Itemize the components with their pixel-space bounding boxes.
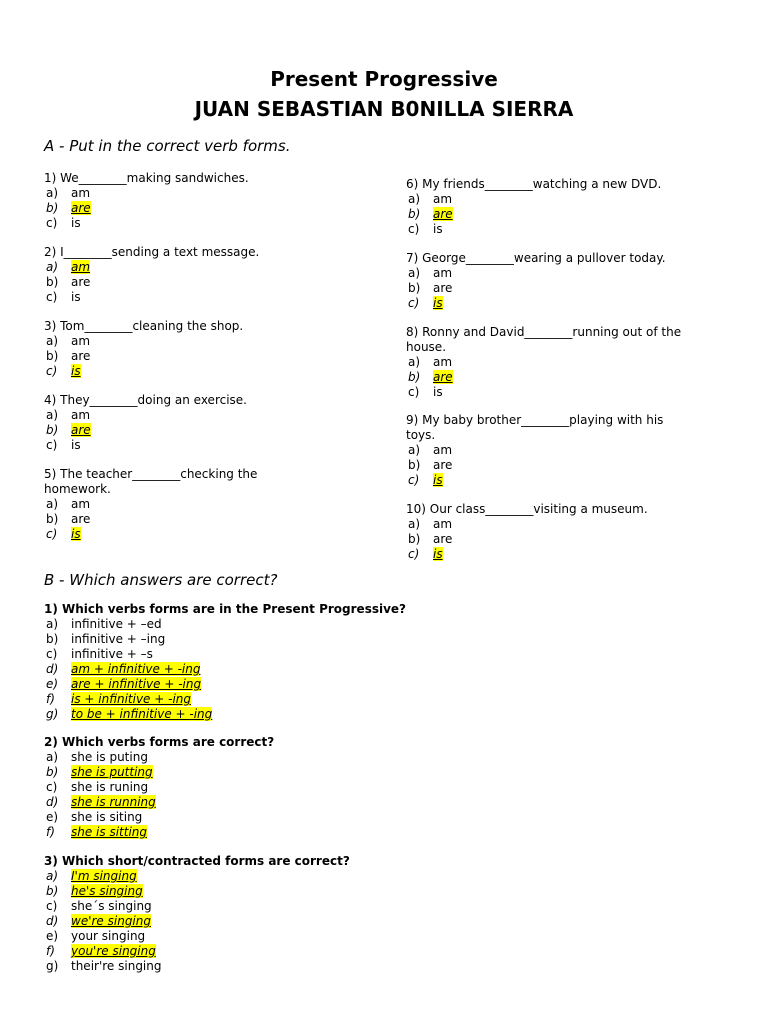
option-letter: a) bbox=[46, 186, 59, 200]
answer-option-selected bbox=[406, 370, 681, 385]
document-title: Present Progressive bbox=[270, 67, 498, 91]
option-text: you're singing bbox=[71, 944, 156, 958]
option-letter: b) bbox=[408, 532, 421, 546]
option-text: am bbox=[71, 260, 91, 274]
option-letter: c) bbox=[46, 216, 58, 230]
question-stem: 8) Ronny and David________running out of the bbox=[406, 325, 682, 339]
answer-option-selected bbox=[44, 423, 247, 438]
answer-option bbox=[44, 647, 406, 662]
option-text: am bbox=[433, 192, 453, 206]
answer-option bbox=[406, 517, 648, 532]
option-letter: a) bbox=[46, 408, 59, 422]
question bbox=[44, 171, 249, 231]
question-stem-continued: house. bbox=[406, 340, 447, 354]
option-letter: c) bbox=[46, 438, 58, 452]
option-text: is bbox=[433, 473, 443, 487]
option-letter: a) bbox=[408, 266, 421, 280]
answer-option bbox=[44, 349, 243, 364]
question-stem-continued: toys. bbox=[406, 428, 436, 442]
answer-option bbox=[406, 222, 661, 237]
option-letter: g) bbox=[46, 707, 59, 721]
option-text: are bbox=[71, 275, 91, 289]
answer-option bbox=[406, 458, 663, 473]
answer-option bbox=[44, 929, 350, 944]
option-text: I'm singing bbox=[71, 869, 137, 883]
answer-option-selected bbox=[44, 364, 243, 379]
option-letter: a) bbox=[46, 334, 59, 348]
option-letter: b) bbox=[408, 370, 421, 384]
option-text: is bbox=[433, 385, 443, 399]
answer-option-selected bbox=[44, 662, 406, 677]
question-stem: 7) George________wearing a pullover today. bbox=[406, 251, 666, 265]
option-letter: a) bbox=[408, 355, 421, 369]
option-text: infinitive + –ed bbox=[71, 617, 162, 631]
option-text: she is running bbox=[71, 795, 156, 809]
answer-option bbox=[44, 617, 406, 632]
option-letter: d) bbox=[46, 795, 59, 809]
answer-option-selected bbox=[406, 547, 648, 562]
option-letter: a) bbox=[408, 517, 421, 531]
option-letter: a) bbox=[408, 192, 421, 206]
question-stem-continued: homework. bbox=[44, 482, 111, 496]
answer-option bbox=[406, 192, 661, 207]
option-letter: b) bbox=[46, 884, 59, 898]
option-letter: b) bbox=[46, 765, 59, 779]
question bbox=[44, 735, 274, 840]
answer-option bbox=[44, 512, 257, 527]
option-letter: c) bbox=[46, 290, 58, 304]
option-text: am bbox=[433, 355, 453, 369]
option-text: is bbox=[71, 527, 81, 541]
answer-option-selected bbox=[44, 260, 259, 275]
answer-option-selected bbox=[406, 207, 661, 222]
option-letter: a) bbox=[46, 617, 59, 631]
option-text: am bbox=[71, 408, 91, 422]
option-text: he's singing bbox=[71, 884, 143, 898]
question bbox=[44, 467, 257, 542]
question bbox=[44, 319, 243, 379]
option-letter: b) bbox=[46, 275, 59, 289]
option-text: are bbox=[71, 423, 91, 437]
question bbox=[406, 413, 663, 488]
answer-option-selected bbox=[44, 884, 350, 899]
question-stem: 2) Which verbs forms are correct? bbox=[44, 735, 275, 749]
answer-option-selected bbox=[44, 825, 274, 840]
option-letter: e) bbox=[46, 929, 59, 943]
answer-option bbox=[44, 290, 259, 305]
question bbox=[406, 502, 648, 562]
option-letter: b) bbox=[408, 458, 421, 472]
option-text: are bbox=[433, 532, 453, 546]
option-letter: c) bbox=[46, 527, 58, 541]
question bbox=[44, 854, 350, 974]
question-stem: 4) They________doing an exercise. bbox=[44, 393, 247, 407]
option-text: is bbox=[433, 296, 443, 310]
option-text: am + infinitive + -ing bbox=[71, 662, 201, 676]
question bbox=[406, 251, 666, 311]
answer-option-selected bbox=[406, 473, 663, 488]
option-text: is bbox=[433, 222, 443, 236]
option-text: am bbox=[433, 517, 453, 531]
option-text: are bbox=[433, 458, 453, 472]
answer-option bbox=[44, 899, 350, 914]
option-letter: a) bbox=[46, 260, 59, 274]
question-stem: 10) Our class________visiting a museum. bbox=[406, 502, 648, 516]
answer-option bbox=[406, 532, 648, 547]
option-letter: b) bbox=[46, 512, 59, 526]
option-text: are bbox=[433, 281, 453, 295]
option-text: am bbox=[71, 497, 91, 511]
answer-option bbox=[44, 959, 350, 974]
answer-option bbox=[406, 443, 663, 458]
option-text: are bbox=[71, 349, 91, 363]
option-letter: c) bbox=[408, 385, 420, 399]
option-letter: b) bbox=[46, 423, 59, 437]
answer-option bbox=[44, 275, 259, 290]
option-letter: c) bbox=[408, 547, 420, 561]
option-text: am bbox=[433, 266, 453, 280]
option-text: we're singing bbox=[71, 914, 151, 928]
question bbox=[44, 245, 259, 305]
option-letter: b) bbox=[46, 632, 59, 646]
answer-option-selected bbox=[44, 914, 350, 929]
option-text: infinitive + –ing bbox=[71, 632, 166, 646]
question-stem: 6) My friends________watching a new DVD. bbox=[406, 177, 662, 191]
option-letter: f) bbox=[46, 825, 55, 839]
answer-option-selected bbox=[44, 869, 350, 884]
option-text: is bbox=[71, 216, 81, 230]
section-b-heading: B - Which answers are correct? bbox=[44, 571, 278, 589]
option-text: is + infinitive + -ing bbox=[71, 692, 191, 706]
question-stem: 9) My baby brother________playing with his bbox=[406, 413, 664, 427]
answer-option bbox=[44, 750, 274, 765]
option-letter: c) bbox=[408, 222, 420, 236]
answer-option bbox=[44, 334, 243, 349]
student-name: JUAN SEBASTIAN B0NILLA SIERRA bbox=[194, 97, 574, 121]
answer-option bbox=[44, 408, 247, 423]
answer-option bbox=[44, 438, 247, 453]
option-letter: e) bbox=[46, 810, 59, 824]
question bbox=[406, 177, 661, 237]
option-letter: c) bbox=[46, 899, 58, 913]
option-letter: d) bbox=[46, 662, 59, 676]
answer-option bbox=[406, 385, 681, 400]
option-text: she is sitting bbox=[71, 825, 148, 839]
option-text: am bbox=[71, 186, 91, 200]
option-letter: c) bbox=[46, 647, 58, 661]
option-letter: f) bbox=[46, 944, 55, 958]
answer-option bbox=[44, 810, 274, 825]
question bbox=[44, 393, 247, 453]
question-stem: 1) Which verbs forms are in the Present Progressive? bbox=[44, 602, 407, 616]
answer-option bbox=[406, 355, 681, 370]
option-text: she is putting bbox=[71, 765, 153, 779]
answer-option-selected bbox=[44, 677, 406, 692]
option-letter: a) bbox=[46, 869, 59, 883]
option-text: are bbox=[71, 201, 91, 215]
option-letter: b) bbox=[46, 349, 59, 363]
option-letter: c) bbox=[408, 473, 420, 487]
question bbox=[44, 602, 406, 722]
option-text: she is puting bbox=[71, 750, 148, 764]
option-letter: a) bbox=[408, 443, 421, 457]
option-text: are bbox=[71, 512, 91, 526]
option-letter: c) bbox=[408, 296, 420, 310]
option-letter: f) bbox=[46, 692, 55, 706]
answer-option-selected bbox=[44, 692, 406, 707]
option-text: is bbox=[71, 438, 81, 452]
option-text: infinitive + –s bbox=[71, 647, 153, 661]
answer-option-selected bbox=[44, 944, 350, 959]
option-text: she is runing bbox=[71, 780, 149, 794]
option-letter: e) bbox=[46, 677, 59, 691]
answer-option bbox=[44, 186, 249, 201]
option-letter: b) bbox=[408, 207, 421, 221]
option-letter: c) bbox=[46, 780, 58, 794]
answer-option-selected bbox=[406, 296, 666, 311]
option-text: are bbox=[433, 207, 453, 221]
question-stem: 1) We________making sandwiches. bbox=[44, 171, 249, 185]
option-text: she´s singing bbox=[71, 899, 152, 913]
option-letter: a) bbox=[46, 497, 59, 511]
option-text: to be + infinitive + -ing bbox=[71, 707, 213, 721]
option-text: is bbox=[433, 547, 443, 561]
option-text: their're singing bbox=[71, 959, 162, 973]
option-letter: c) bbox=[46, 364, 58, 378]
option-letter: d) bbox=[46, 914, 59, 928]
answer-option-selected bbox=[44, 527, 257, 542]
answer-option-selected bbox=[44, 765, 274, 780]
answer-option bbox=[44, 632, 406, 647]
option-letter: g) bbox=[46, 959, 59, 973]
answer-option bbox=[44, 497, 257, 512]
option-text: am bbox=[71, 334, 91, 348]
option-text: are + infinitive + -ing bbox=[71, 677, 202, 691]
section-a-heading: A - Put in the correct verb forms. bbox=[44, 137, 291, 155]
question bbox=[406, 325, 681, 400]
question-stem: 3) Tom________cleaning the shop. bbox=[44, 319, 244, 333]
option-text: your singing bbox=[71, 929, 146, 943]
option-letter: a) bbox=[46, 750, 59, 764]
answer-option-selected bbox=[44, 201, 249, 216]
option-text: am bbox=[433, 443, 453, 457]
option-text: is bbox=[71, 290, 81, 304]
option-letter: b) bbox=[408, 281, 421, 295]
option-text: is bbox=[71, 364, 81, 378]
option-text: are bbox=[433, 370, 453, 384]
answer-option-selected bbox=[44, 795, 274, 810]
option-letter: b) bbox=[46, 201, 59, 215]
answer-option bbox=[44, 780, 274, 795]
question-stem: 5) The teacher________checking the bbox=[44, 467, 258, 481]
question-stem: 3) Which short/contracted forms are correct? bbox=[44, 854, 350, 868]
answer-option bbox=[406, 281, 666, 296]
answer-option bbox=[44, 216, 249, 231]
option-text: she is siting bbox=[71, 810, 143, 824]
question-stem: 2) I________sending a text message. bbox=[44, 245, 260, 259]
answer-option-selected bbox=[44, 707, 406, 722]
answer-option bbox=[406, 266, 666, 281]
